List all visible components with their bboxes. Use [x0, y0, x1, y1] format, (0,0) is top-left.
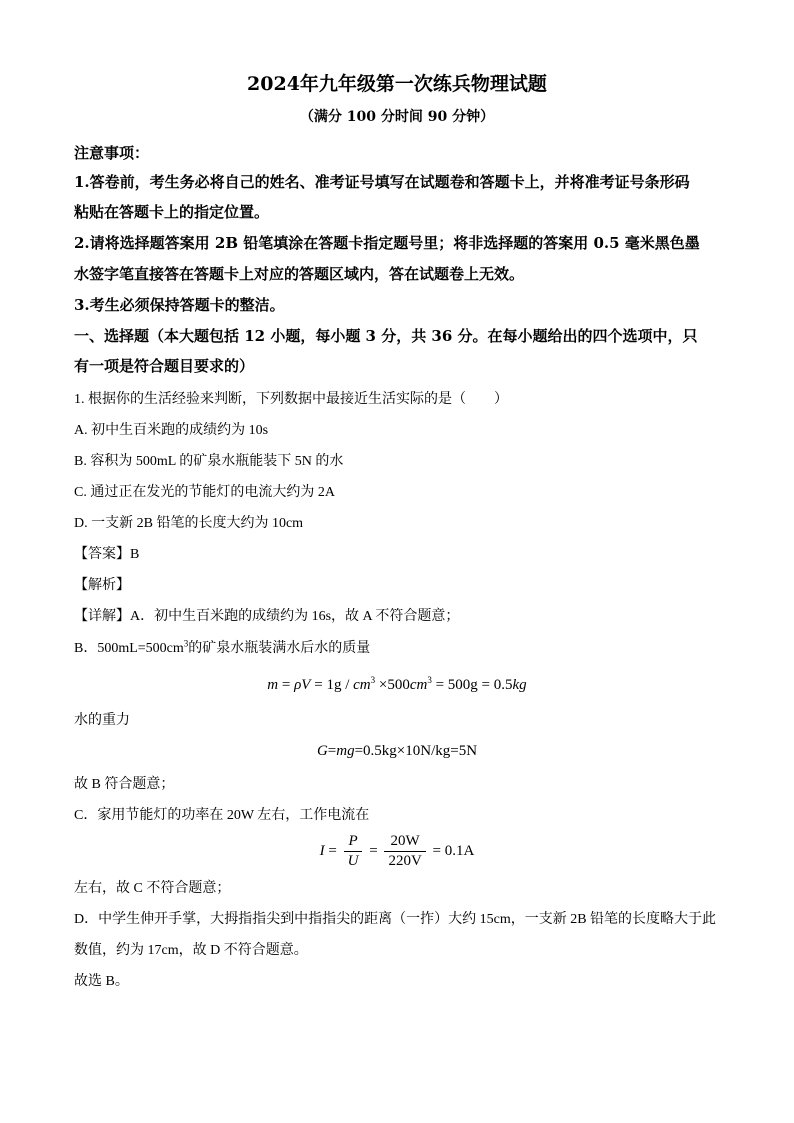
answer-label: 【答案】B: [74, 547, 140, 562]
gravity-formula: G=mg=0.5kg×10N/kg=5N: [316, 743, 478, 759]
mass-formula: $m = \rho V = 1g / cm^3 \times 500cm^3 = 500g = 0.5kg$: [267, 675, 527, 693]
exam-subtitle: （满分 100 分时间 90 分钟）: [299, 109, 495, 125]
option-a: A. 初中生百米跑的成绩约为 10s: [74, 423, 269, 438]
detail-d-line-1: D．中学生伸开手掌，大拇指指尖到中指指尖的距离（一拃）大约 15cm，一支新 2B 铅笔的长度略大于此: [74, 912, 717, 927]
exam-title: 2024年九年级第一次练兵物理试题: [247, 73, 547, 95]
note-2-line-2: 水签字笔直接答在答题卡上对应的答题区域内，答在试题卷上无效。: [74, 265, 525, 283]
current-formula: I = $\frac{P}{U}$ = $\frac{20W}{220V}$ = 0.1A: [319, 833, 475, 869]
gravity-label: 水的重力: [74, 713, 130, 728]
option-c: C. 通过正在发光的节能灯的电流大约为 2A: [74, 485, 335, 500]
option-b: B. 容积为 500mL 的矿泉水瓶能装下 5N 的水: [74, 454, 344, 469]
analysis-label: 【解析】: [74, 578, 130, 593]
note-3: 3.考生必须保持答题卡的整洁。: [74, 296, 285, 314]
question-stem: 1. 根据你的生活经验来判断，下列数据中最接近生活实际的是（ ）: [74, 392, 508, 407]
detail-c-conclusion: 左右，故 C 不符合题意；: [74, 881, 231, 896]
detail-c-intro: C．家用节能灯的功率在 20W 左右，工作电流在: [74, 808, 370, 823]
final-answer: 故选 B。: [74, 974, 129, 989]
note-1-line-2: 粘贴在答题卡上的指定位置。: [74, 203, 270, 221]
note-2-line-1: 2.请将选择题答案用 2B 铅笔填涂在答题卡指定题号里；将非选择题的答案用 0.5 毫米黑色墨: [74, 234, 700, 252]
section-heading-line-1: 一、选择题（本大题包括 12 小题，每小题 3 分，共 36 分。在每小题给出的四个选项中，只: [74, 327, 698, 345]
detail-a: 【详解】A．初中生百米跑的成绩约为 16s，故 A 不符合题意；: [74, 609, 460, 624]
detail-b-intro: B．$500mL=500cm^3$的矿泉水瓶装满水后水的质量: [74, 638, 371, 656]
notes-heading: 注意事项：: [74, 144, 150, 162]
section-heading-line-2: 有一项是符合题目要求的）: [74, 357, 255, 375]
note-1-line-1: 1.答卷前，考生务必将自己的姓名、准考证号填写在试题卷和答题卡上，并将准考证号条形码: [74, 173, 690, 191]
option-d: D. 一支新 2B 铅笔的长度大约为 10cm: [74, 516, 304, 531]
detail-d-line-2: 数值，约为 17cm，故 D 不符合题意。: [74, 943, 308, 958]
detail-b-conclusion: 故 B 符合题意；: [74, 777, 175, 792]
